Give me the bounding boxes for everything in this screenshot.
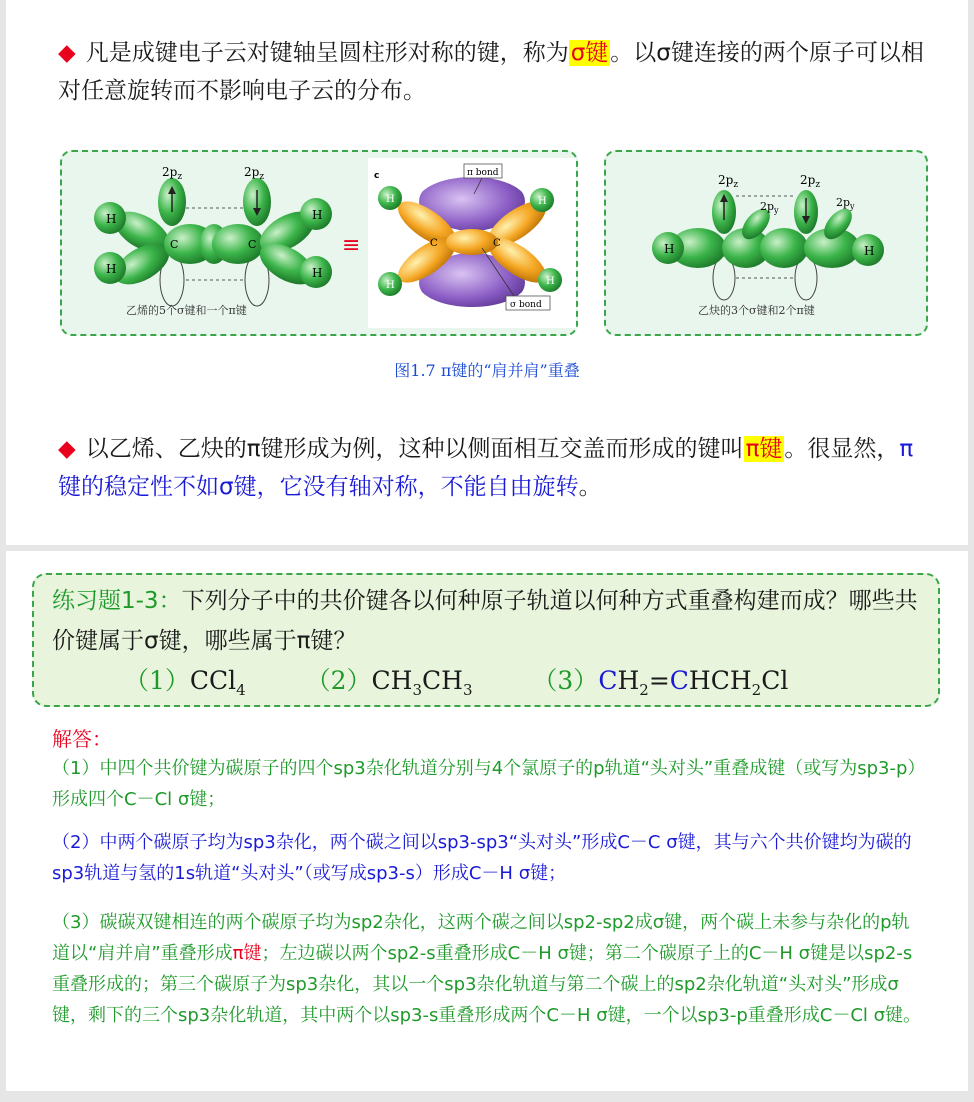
slide-2 [6, 551, 968, 1091]
exercise-box [32, 573, 940, 707]
acetylene-molecule [652, 173, 884, 317]
figure-caption: 图1.7 π键的“肩并肩”重叠 [394, 361, 580, 380]
svg-text:C: C [170, 238, 179, 251]
svg-text:H: H [106, 262, 117, 276]
ethylene-caption: 乙烯的5个σ键和一个π键 [126, 304, 247, 317]
svg-text:H: H [386, 194, 395, 205]
svg-text:c: c [374, 171, 380, 181]
ethylene-orbital-diagram [62, 152, 576, 334]
slide-1 [6, 0, 968, 545]
svg-text:H: H [312, 208, 323, 222]
svg-text:2pz: $2p_z$ [244, 165, 265, 182]
answer-1: （1）中四个共价键为碳原子的四个sp3杂化轨道分别与4个氯原子的p轨道“头对头”重叠成键（或写为sp3-p）形成四个C－Cl σ键； [52, 758, 917, 810]
svg-text:H: H [538, 196, 547, 207]
diamond-bullet-icon: ◆ [58, 40, 76, 66]
svg-text:H: H [312, 266, 323, 280]
svg-text:π bond: π bond [467, 168, 499, 178]
formula-item-2: $(2)CH_3CH_3$ [305, 666, 473, 699]
ethylene-figure-panel [60, 150, 578, 336]
pi-sigma-bond-image [368, 158, 576, 328]
svg-text:C: C [430, 238, 438, 249]
ethylene-molecule [94, 165, 332, 317]
svg-text:H: H [386, 280, 395, 291]
svg-text:2pz: $2p_z$ [162, 165, 183, 182]
pi-bond-highlight: π键 [745, 436, 783, 462]
diamond-bullet-icon: ◆ [58, 436, 76, 462]
svg-text:2pz: $2p_z$ [718, 173, 739, 190]
acetylene-caption: 乙炔的3个σ键和2个π键 [698, 304, 815, 317]
answer-2: （2）中两个碳原子均为sp3杂化，两个碳之间以sp3-sp3“头对头”形成C－C σ键，其与六个共价键均为碳的sp3轨道与氢的1s轨道“头对头”（或写成sp3-s）形成C－H σ键； [52, 832, 912, 884]
svg-text:2py: $2p_y$ [760, 200, 779, 215]
equivalence-sign: ≡ [342, 233, 361, 258]
paragraph-sigma-bond: ◆ 凡是成键电子云对键轴呈圆柱形对称的键，称为σ键。以σ键连接的两个原子可以相对任意旋转而不影响电子云的分布。 [58, 40, 924, 104]
svg-text:C: C [493, 238, 501, 249]
answer-title: 解答： [52, 727, 112, 751]
svg-text:H: H [106, 212, 117, 226]
svg-text:2py: $2p_y$ [836, 196, 855, 211]
svg-text:H: H [664, 242, 675, 256]
exercise-question: 练习题1-3：下列分子中的共价键各以何种原子轨道以何种方式重叠构建而成？哪些共价键属于σ键，哪些属于π键？ [52, 588, 918, 654]
exercise-label: 练习题1-3： [52, 588, 182, 614]
acetylene-orbital-diagram [606, 152, 926, 334]
svg-text:2pz: $2p_z$ [800, 173, 821, 190]
formula-item-1: （1）CCl$_4$ [124, 666, 246, 699]
answer-3: （3）碳碳双键相连的两个碳原子均为sp2杂化，这两个碳之间以sp2-sp2成σ键，两个碳上未参与杂化的p轨道以“肩并肩”重叠形成π键；左边碳以两个sp2-s重叠形成C－H σ键；第二个碳原子上的C－H σ键是以sp2-s重叠形成的；第三个碳原子为sp3杂化，其以一个sp3杂化轨道与第二个碳上的sp2杂化轨道“头对头”形成σ键，剩下的三个sp3杂化轨道，其中两个以sp3-s重叠形成两个C－H σ键，一个以sp3-p重叠形成C－Cl σ键。 [52, 912, 922, 1026]
svg-text:H: H [864, 244, 875, 258]
acetylene-figure-panel [604, 150, 928, 336]
paragraph-pi-bond: ◆ 以乙烯、乙炔的π键形成为例，这种以侧面相互交盖而形成的键叫π键。很显然，π键的稳定性不如σ键，它没有轴对称，不能自由旋转。 [58, 436, 914, 500]
svg-text:σ bond: σ bond [510, 300, 542, 310]
formula-item-3: $(3)CH_2=CHCH_2Cl$ [532, 666, 789, 699]
formula-list [124, 661, 788, 699]
sigma-bond-highlight: σ键 [570, 40, 609, 66]
svg-text:H: H [546, 276, 555, 287]
svg-text:C: C [248, 238, 257, 251]
